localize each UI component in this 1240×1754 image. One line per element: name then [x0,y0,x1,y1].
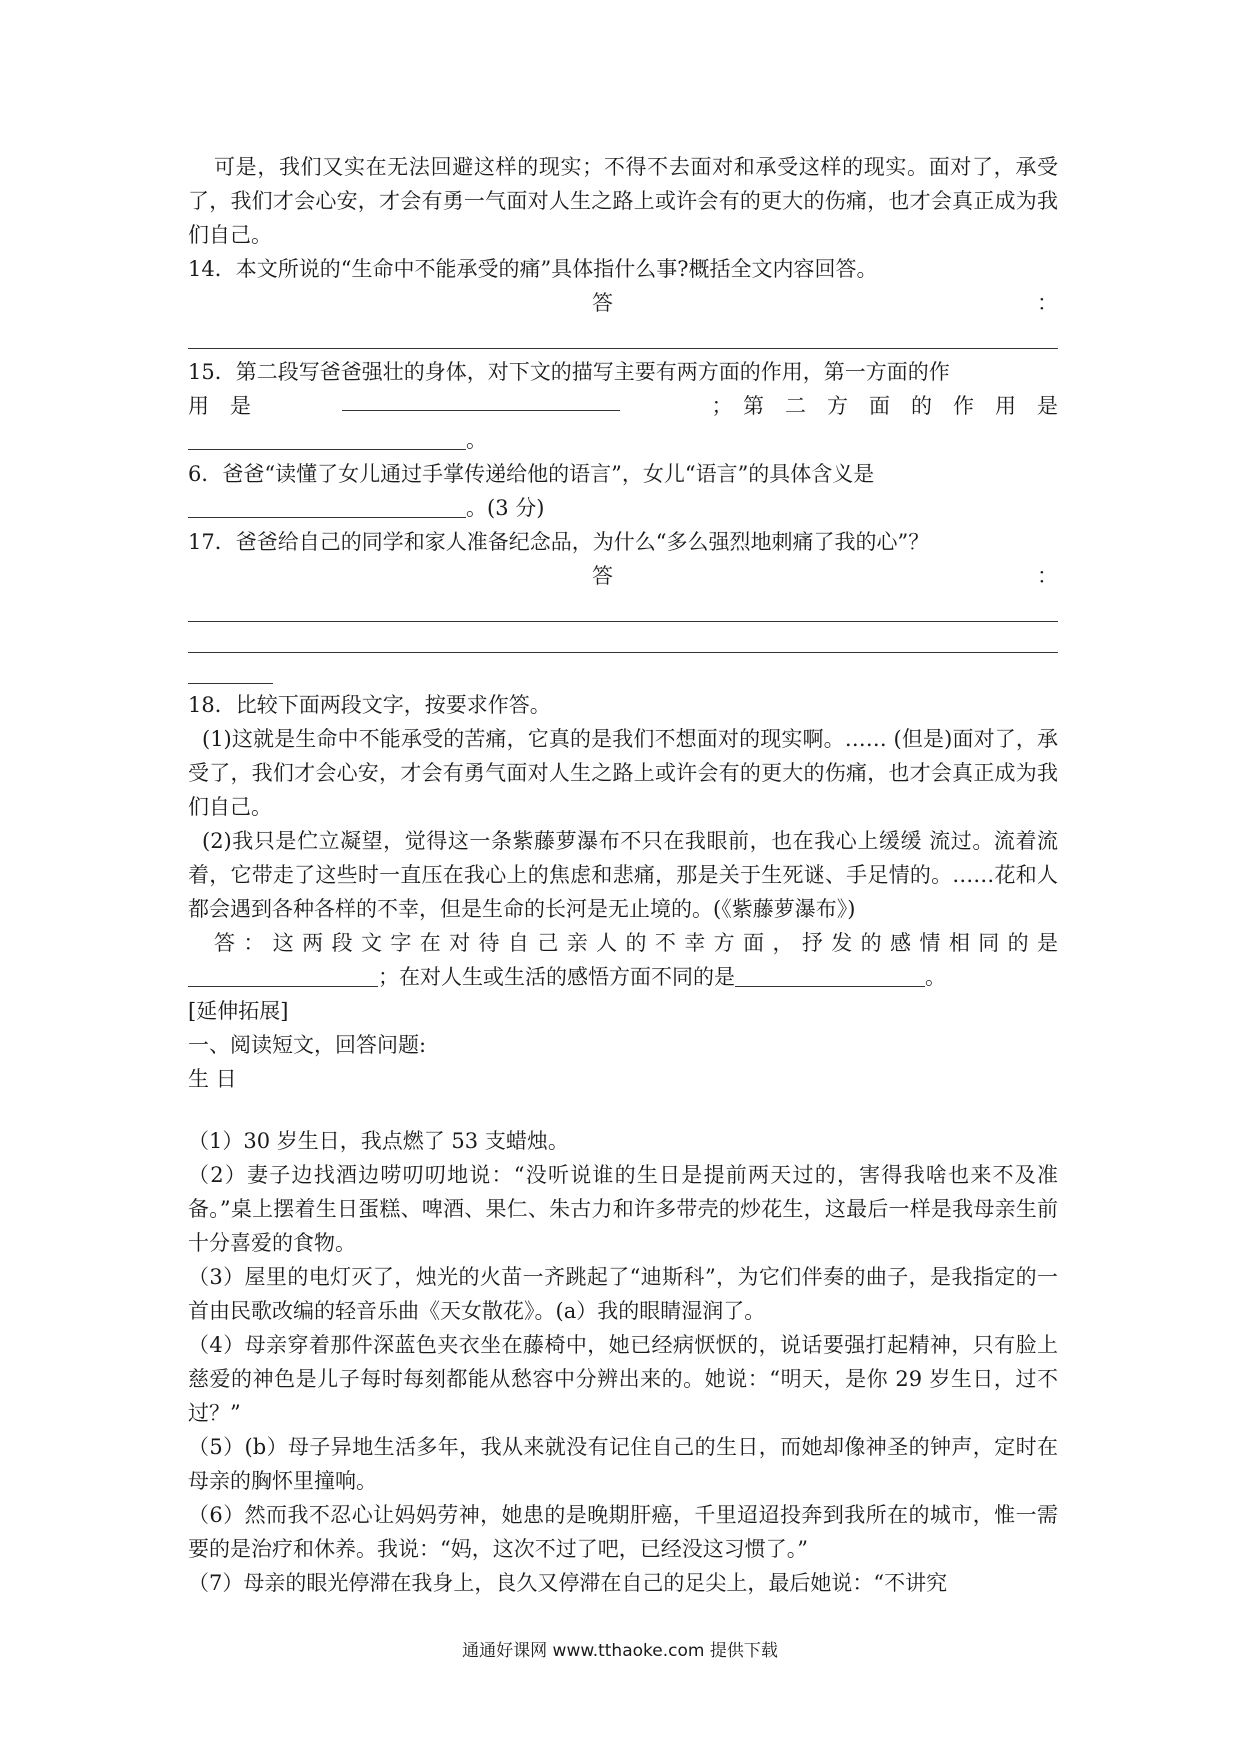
q17-answer-label: 答 [592,564,613,588]
q16-suffix: 。(3 分) [466,496,545,520]
story-paragraph-5: （5）(b）母子异地生活多年，我从来就没有记住自己的生日，而她却像神圣的钟声，定时在母亲的胸怀里撞响。 [188,1435,1058,1493]
document-content [188,150,1058,1600]
q14-answer-label: 答 [592,291,613,315]
q17-answer-colon: ： [1037,564,1058,588]
q17-answer-line-1[interactable] [188,591,1058,622]
story-paragraph-7: （7）母亲的眼光停滞在我身上，良久又停滞在自己的足尖上，最后她说：“不讲究 [188,1571,948,1595]
q16-line1: 6．爸爸“读懂了女儿通过手掌传递给他的语言”，女儿“语言”的具体含义是 [188,462,875,486]
q18-answer-line-2 [188,960,1058,994]
q16-line2 [188,491,1058,525]
q18-question: 18．比较下面两段文字，按要求作答。 [188,693,551,717]
story-paragraph-2: （2）妻子边找酒边唠叨叨地说：“没听说谁的生日是提前两天过的，害得我啥也来不及准备。”桌上摆着生日蛋糕、啤酒、果仁、朱古力和许多带壳的炒花生，这最后一样是我母亲生前十分喜爱的食物。 [188,1163,1058,1255]
q17-answer-line-3[interactable] [188,653,273,684]
q15-end: 。 [466,428,487,452]
q15-line1: 15．第二段写爸爸强壮的身体，对下文的描写主要有两方面的作用，第一方面的作 [188,360,950,384]
q18-passage-2: (2)我只是伫立凝望，觉得这一条紫藤萝瀑布不只在我眼前，也在我心上缓缓 流过。流着流着，它带走了这些时一直压在我心上的焦虑和悲痛，那是关于生死谜、手足情的。……花和人都会遇到各种各样的不幸，但是生命的长河是无止境的。(《紫藤萝瀑布》) [188,829,1058,921]
q14-answer-row [188,286,1058,318]
q15-blank-2[interactable] [188,428,466,450]
q14-answer-colon: ： [1037,291,1058,315]
q15-line3 [188,423,1058,457]
q18-blank-1[interactable] [188,965,378,987]
q16-blank[interactable] [188,496,466,518]
page-footer: 通通好课网 www.tthaoke.com 提供下载 [462,1641,778,1661]
q17-question: 17．爸爸给自己的同学和家人准备纪念品，为什么“多么强烈地刺痛了我的心”？ [188,530,930,554]
story-paragraph-1: （1）30 岁生日，我点燃了 53 支蜡烛。 [188,1129,569,1153]
q17-answer-line-2[interactable] [188,622,1058,653]
intro-paragraph: 可是，我们又实在无法回避这样的现实；不得不去面对和承受这样的现实。面对了，承受了，我们才会心安，才会有勇一气面对人生之路上或许会有的更大的伤痛，也才会真正成为我们自己。 [188,155,1058,247]
q17-answer-row [188,559,1058,591]
extension-heading: [延伸拓展] [188,999,289,1023]
q15-line2-part1: 用 是 [188,394,251,418]
story-paragraph-6: （6）然而我不忍心让妈妈劳神，她患的是晚期肝癌，千里迢迢投奔到我所在的城市，惟一需要的是治疗和休养。我说：“妈，这次不过了吧，已经没这习惯了。” [188,1503,1058,1561]
q18-answer-end: 。 [925,965,946,989]
story-paragraph-3: （3）屋里的电灯灭了，烛光的火苗一齐跳起了“迪斯科”，为它们伴奏的曲子，是我指定的一首由民歌改编的轻音乐曲《天女散花》。(a）我的眼睛湿润了。 [188,1265,1058,1323]
q18-passage-1: (1)这就是生命中不能承受的苦痛，它真的是我们不想面对的现实啊。…… (但是)面对了，承受了，我们才会心安，才会有勇气面对人生之路上或许会有的更大的伤痛，也才会真正成为我们自己。 [188,727,1058,819]
story-title: 生 日 [188,1067,237,1091]
q14-answer-line[interactable] [188,318,1058,349]
extension-instruction: 一、阅读短文，回答问题: [188,1033,427,1057]
q18-answer-mid: ；在对人生或生活的感悟方面不同的是 [378,965,735,989]
spacer [188,1096,1058,1124]
q15-line2 [188,389,1058,423]
q14-question: 14．本文所说的“生命中不能承受的痛”具体指什么事?概括全文内容回答。 [188,257,878,281]
q18-blank-2[interactable] [735,965,925,987]
q15-blank-1[interactable] [342,389,620,411]
q15-line2-part2: ； 第 二 方 面 的 作 用 是 [711,394,1058,418]
q18-answer-line-1: 答：这两段文字在对待自己亲人的不幸方面，抒发的感情相同的是 [214,931,1058,955]
story-paragraph-4: （4）母亲穿着那件深蓝色夹衣坐在藤椅中，她已经病恹恹的，说话要强打起精神，只有脸上慈爱的神色是儿子每时每刻都能从愁容中分辨出来的。她说：“明天，是你 29 岁生日，过不过？” [188,1333,1058,1425]
